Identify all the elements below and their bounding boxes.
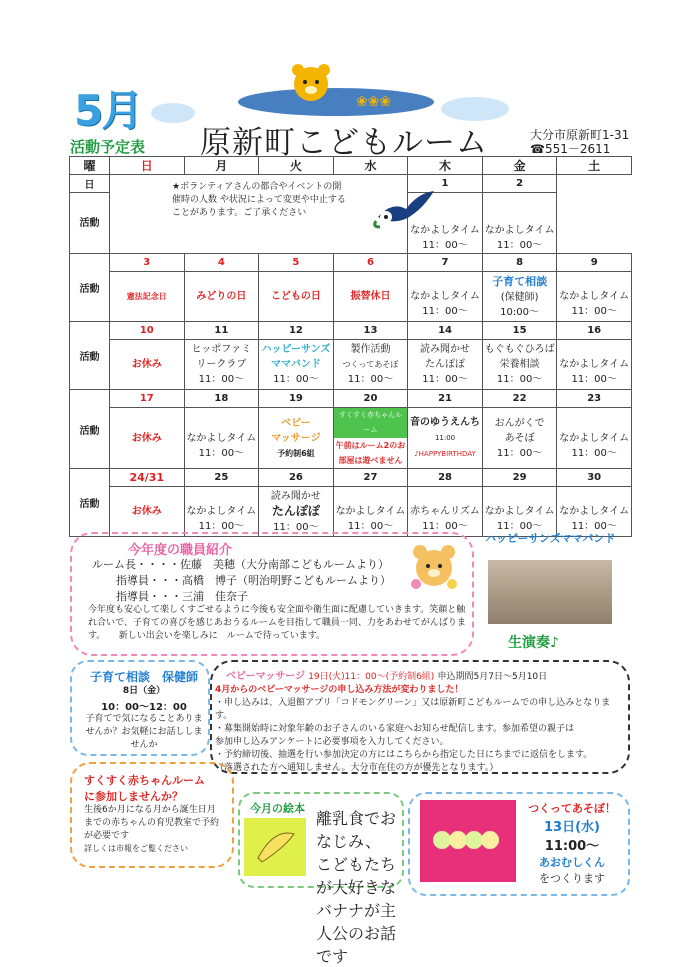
activity-label: 活動 [70, 193, 110, 254]
activity-cell: こどもの日 [259, 272, 334, 322]
activity-cell: なかよしタイム 11：00～ [482, 487, 557, 537]
weekday-sat: 土 [557, 157, 632, 175]
activity-cell: お休み [110, 340, 185, 390]
book-text: 離乳食でおなじみ、こどもたちが大好きなバナナが主人公のお話です [316, 809, 397, 966]
consultation-text: 子育てで気になることありませんか？お気軽にお話ししませんか [85, 714, 203, 750]
date-cell: 12 [259, 322, 334, 340]
activity-cell: 読み聞かせ たんぽぽ 11：00～ [259, 487, 334, 537]
activity-cell: なかよしタイム 11：00～ [557, 487, 632, 537]
activity-cell: みどりの日 [184, 272, 259, 322]
consultation-content [82, 668, 206, 752]
staff-list [92, 557, 391, 605]
activity-cell: なかよしタイム 11：00～ [408, 272, 483, 322]
activity-cell: 赤ちゃんリズム 11：00～ [408, 487, 483, 537]
baby-room-text: 生後6か月になる月から誕生日月までの赤ちゃんの育児教室で予約が必要です [84, 805, 220, 841]
craft-title: つくってあそぼ！ [528, 802, 616, 815]
month-heading: 5月 [74, 86, 142, 135]
activity-cell: お休み [110, 487, 185, 537]
weekday-sun: 日 [110, 157, 185, 175]
activity-cell: 憲法記念日 [110, 272, 185, 322]
address: 大分市原新町1-31 [530, 128, 630, 142]
activity-label: 活動 [70, 322, 110, 390]
activity-cell: なかよしタイム 11：00～ [557, 272, 632, 322]
activity-cell: 読み聞かせ たんぽぽ 11：00～ [408, 340, 483, 390]
activity-label: 活動 [70, 254, 110, 322]
notice-text: ★ボランティアさんの都合やイベントの開催時の人数 や状況によって変更や中止することがあります。ご了承ください [172, 182, 346, 218]
massage-body [215, 684, 619, 775]
date-cell: 10 [110, 322, 185, 340]
staff-line: 指導員・・・高橋 博子（明治明野こどもルームより） [116, 574, 391, 587]
date-cell: 2 [482, 175, 557, 193]
baby-room-note: 詳しくは市報をご覧ください [84, 844, 188, 853]
massage-line: （落選された方へ通知しません。大分市在住の方が優先となります。） [215, 763, 499, 773]
massage-line: ・募集開始時に対象年齢のお子さんのいる家庭へお知らせ配信します。参加希望の親子は [215, 724, 575, 734]
date-cell: 19 [259, 390, 334, 408]
craft-time: 11:00～ [544, 839, 600, 854]
activity-cell: なかよしタイム 11：00～ [557, 408, 632, 469]
swallow-icon [372, 187, 436, 231]
activity-cell: なかよしタイム 11：00～ [482, 193, 557, 254]
date-cell: 15 [482, 322, 557, 340]
activity-label: 活動 [70, 390, 110, 469]
activity-cell: ヒッポファミ リークラブ 11：00～ [184, 340, 259, 390]
activity-cell: なかよしタイム 11：00～ [333, 487, 408, 537]
caterpillar-craft-photo [420, 800, 516, 882]
date-cell: 25 [184, 469, 259, 487]
craft-content [520, 800, 624, 886]
bear-icon [408, 540, 460, 592]
massage-title: ベビーマッサージ [226, 671, 305, 682]
corner-day: 曜 [70, 157, 110, 175]
consultation-time: 10：00～12：00 [101, 702, 187, 713]
massage-when: 19日(火)11：00～(予約制6組) [308, 672, 435, 682]
activity-cell: 子育て相談 (保健師) 10:00～ [482, 272, 557, 322]
date-cell: 26 [259, 469, 334, 487]
band-photo [488, 560, 612, 624]
schedule-subtitle: 活動予定表 [70, 138, 146, 156]
activity-cell: なかよしタイム 11：00～ [408, 193, 483, 254]
cloud-icon [150, 98, 196, 124]
date-cell: 18 [184, 390, 259, 408]
massage-headline: 4月からのベビーマッサージの申し込み方法が変わりました！ [215, 685, 464, 695]
date-cell: 21 [408, 390, 483, 408]
activity-cell: ベビー マッサージ 予約制6組 [259, 408, 334, 469]
date-cell: 22 [482, 390, 557, 408]
massage-line: ・申し込みは、入退館アプリ「コドモングリーン」又は原新町こどもルームでの申し込みとなります。 [215, 698, 611, 721]
activity-cell: なかよしタイム 11：00～ [557, 340, 632, 390]
book-title: 今月の絵本 [250, 802, 305, 815]
band-title: ハッピーサンズママバンド [485, 532, 616, 545]
massage-line: 参加申し込みアンケートに必要事項を入力してください。 [215, 737, 449, 747]
weekday-fri: 金 [482, 157, 557, 175]
weekday-mon: 月 [184, 157, 259, 175]
activity-cell: お休み [110, 408, 185, 469]
address-block [530, 128, 629, 156]
date-cell: 5 [259, 254, 334, 272]
date-cell: 28 [408, 469, 483, 487]
date-cell: 24/31 [110, 469, 185, 487]
weekday-thu: 木 [408, 157, 483, 175]
activity-cell: 製作活動 つくってあそぼ 11：00～ [333, 340, 408, 390]
date-cell: 11 [184, 322, 259, 340]
activity-cell: ハッピーサンズ ママバンド 11：00～ [259, 340, 334, 390]
craft-item: あおむしくん [539, 856, 605, 869]
page-title: 原新町こどもルーム [200, 125, 488, 161]
staff-line: 指導員・・・三浦 佳奈子 [116, 590, 248, 603]
date-cell: 14 [408, 322, 483, 340]
consultation-date: 8日（金） [122, 686, 166, 696]
band-live-label: 生演奏♪ [508, 635, 559, 651]
phone: ☎551－2611 [530, 142, 611, 156]
craft-date: 13日(水) [544, 820, 600, 835]
date-cell: 4 [184, 254, 259, 272]
date-cell: 20 [333, 390, 408, 408]
craft-suffix: をつくります [539, 872, 605, 885]
weekday-wed: 水 [333, 157, 408, 175]
date-cell: 9 [557, 254, 632, 272]
bear-logo [236, 62, 446, 120]
staff-line: ルーム長・・・・佐藤 美穂（大分南部こどもルームより） [92, 558, 389, 571]
date-cell: 16 [557, 322, 632, 340]
activity-cell: もぐもぐひろば 栄養相談 11：00～ [482, 340, 557, 390]
date-cell: 13 [333, 322, 408, 340]
staff-title: 今年度の職員紹介 [128, 543, 233, 558]
date-cell: 8 [482, 254, 557, 272]
date-cell: 6 [333, 254, 408, 272]
date-cell: 7 [408, 254, 483, 272]
activity-label: 活動 [70, 469, 110, 537]
date-cell: 29 [482, 469, 557, 487]
date-cell: 1 [408, 175, 483, 193]
date-cell: 17 [110, 390, 185, 408]
date-cell: 23 [557, 390, 632, 408]
consultation-title: 子育て相談 保健師 [89, 670, 198, 684]
date-cell: 30 [557, 469, 632, 487]
baby-room-subtitle: に参加しませんか？ [84, 790, 183, 803]
date-cell: 27 [333, 469, 408, 487]
baby-room-content [84, 772, 224, 854]
activity-cell: おんがくで あそぼ 11：00～ [482, 408, 557, 469]
corner-date: 日 [70, 175, 110, 193]
notice-cell [110, 175, 408, 254]
weekday-tue: 火 [259, 157, 334, 175]
massage-period: 申込期間5月7日～5月10日 [437, 672, 548, 682]
date-cell: 3 [110, 254, 185, 272]
activity-cell: 音のゆうえんち 11:00 ♪HAPPYBIRTHDAY [408, 408, 483, 469]
massage-line: ・予約締切後、抽選を行い参加決定の方にはこちらから指定した日にちまでに返信をします。 [215, 750, 593, 760]
staff-message: 今年度も安心して楽しくすごせるように今後も安全面や衛生面に配慮していきます。笑顔と触れ合いで、子育ての喜びを感じあおうるルームを目指して職員一同、力をあわせてがんばります。 新しい出会いを楽しみに ルームで待っています。 [88, 605, 466, 641]
activity-cell: なかよしタイム 11：00～ [184, 487, 259, 537]
calendar-table [69, 156, 632, 537]
massage-header [226, 667, 547, 682]
svg-text:❀❀❀: ❀❀❀ [356, 94, 392, 110]
activity-cell: なかよしタイム 11：00～ [184, 408, 259, 469]
activity-cell: すくすく赤ちゃんルーム 午前はルーム2のお 部屋は遊べません [333, 408, 408, 469]
activity-cell: 振替休日 [333, 272, 408, 322]
baby-room-title: すくすく赤ちゃんルーム [84, 774, 205, 787]
weekday-row [70, 157, 632, 175]
book-cover [244, 818, 306, 876]
